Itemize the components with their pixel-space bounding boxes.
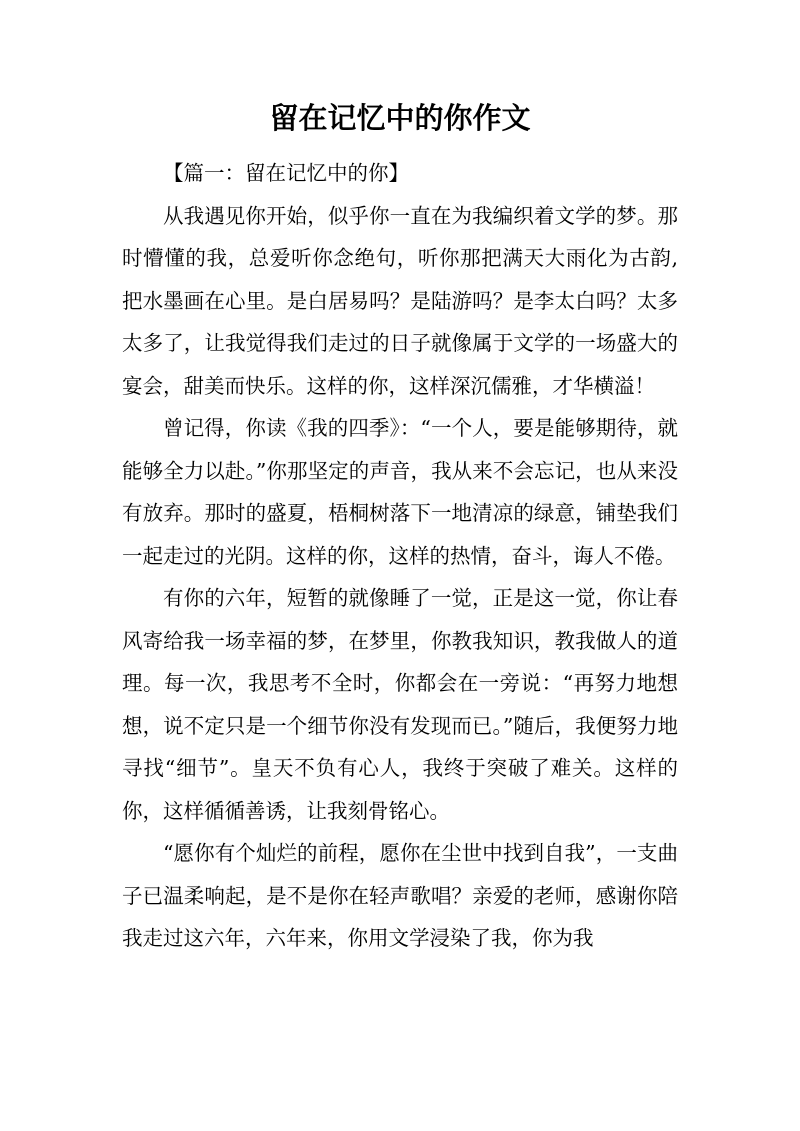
section-heading: 【篇一：留在记忆中的你】: [163, 161, 409, 185]
paragraph: 从我遇见你开始，似乎你一直在为我编织着文学的梦。那时懵懂的我，总爱听你念绝句，听你那把满天大雨化为古韵,把水墨画在心里。是白居易吗？是陆游吗？是李太白吗？太多太多了，让我觉得我们走过的日子就像属于文学的一场盛大的宴会，甜美而快乐。这样的你，这样深沉儒雅，才华横溢！: [122, 203, 678, 398]
document-body: [122, 152, 678, 960]
paragraph: 曾记得，你读《我的四季》：“一个人，要是能够期待，就能够全力以赴。”你那坚定的声音，我从来不会忘记，也从来没有放弃。那时的盛夏，梧桐树落下一地清凉的绿意，铺垫我们一起走过的光阴。这样的你，这样的热情，奋斗，诲人不倦。: [122, 416, 678, 568]
paragraph: 有你的六年，短暂的就像睡了一觉，正是这一觉，你让春风寄给我一场幸福的梦，在梦里，你教我知识，教我做人的道理。每一次，我思考不全时，你都会在一旁说：“再努力地想想，说不定只是一个细节你没有发现而已。”随后，我便努力地寻找“细节”。皇天不负有心人，我终于突破了难关。这样的你，这样循循善诱，让我刻骨铭心。: [122, 586, 678, 823]
document-title: 留在记忆中的你作文: [269, 101, 531, 135]
paragraph: “愿你有个灿烂的前程，愿你在尘世中找到自我”，一支曲子已温柔响起，是不是你在轻声歌唱？亲爱的老师，感谢你陪我走过这六年，六年来，你用文学浸染了我，你为我: [122, 841, 678, 950]
